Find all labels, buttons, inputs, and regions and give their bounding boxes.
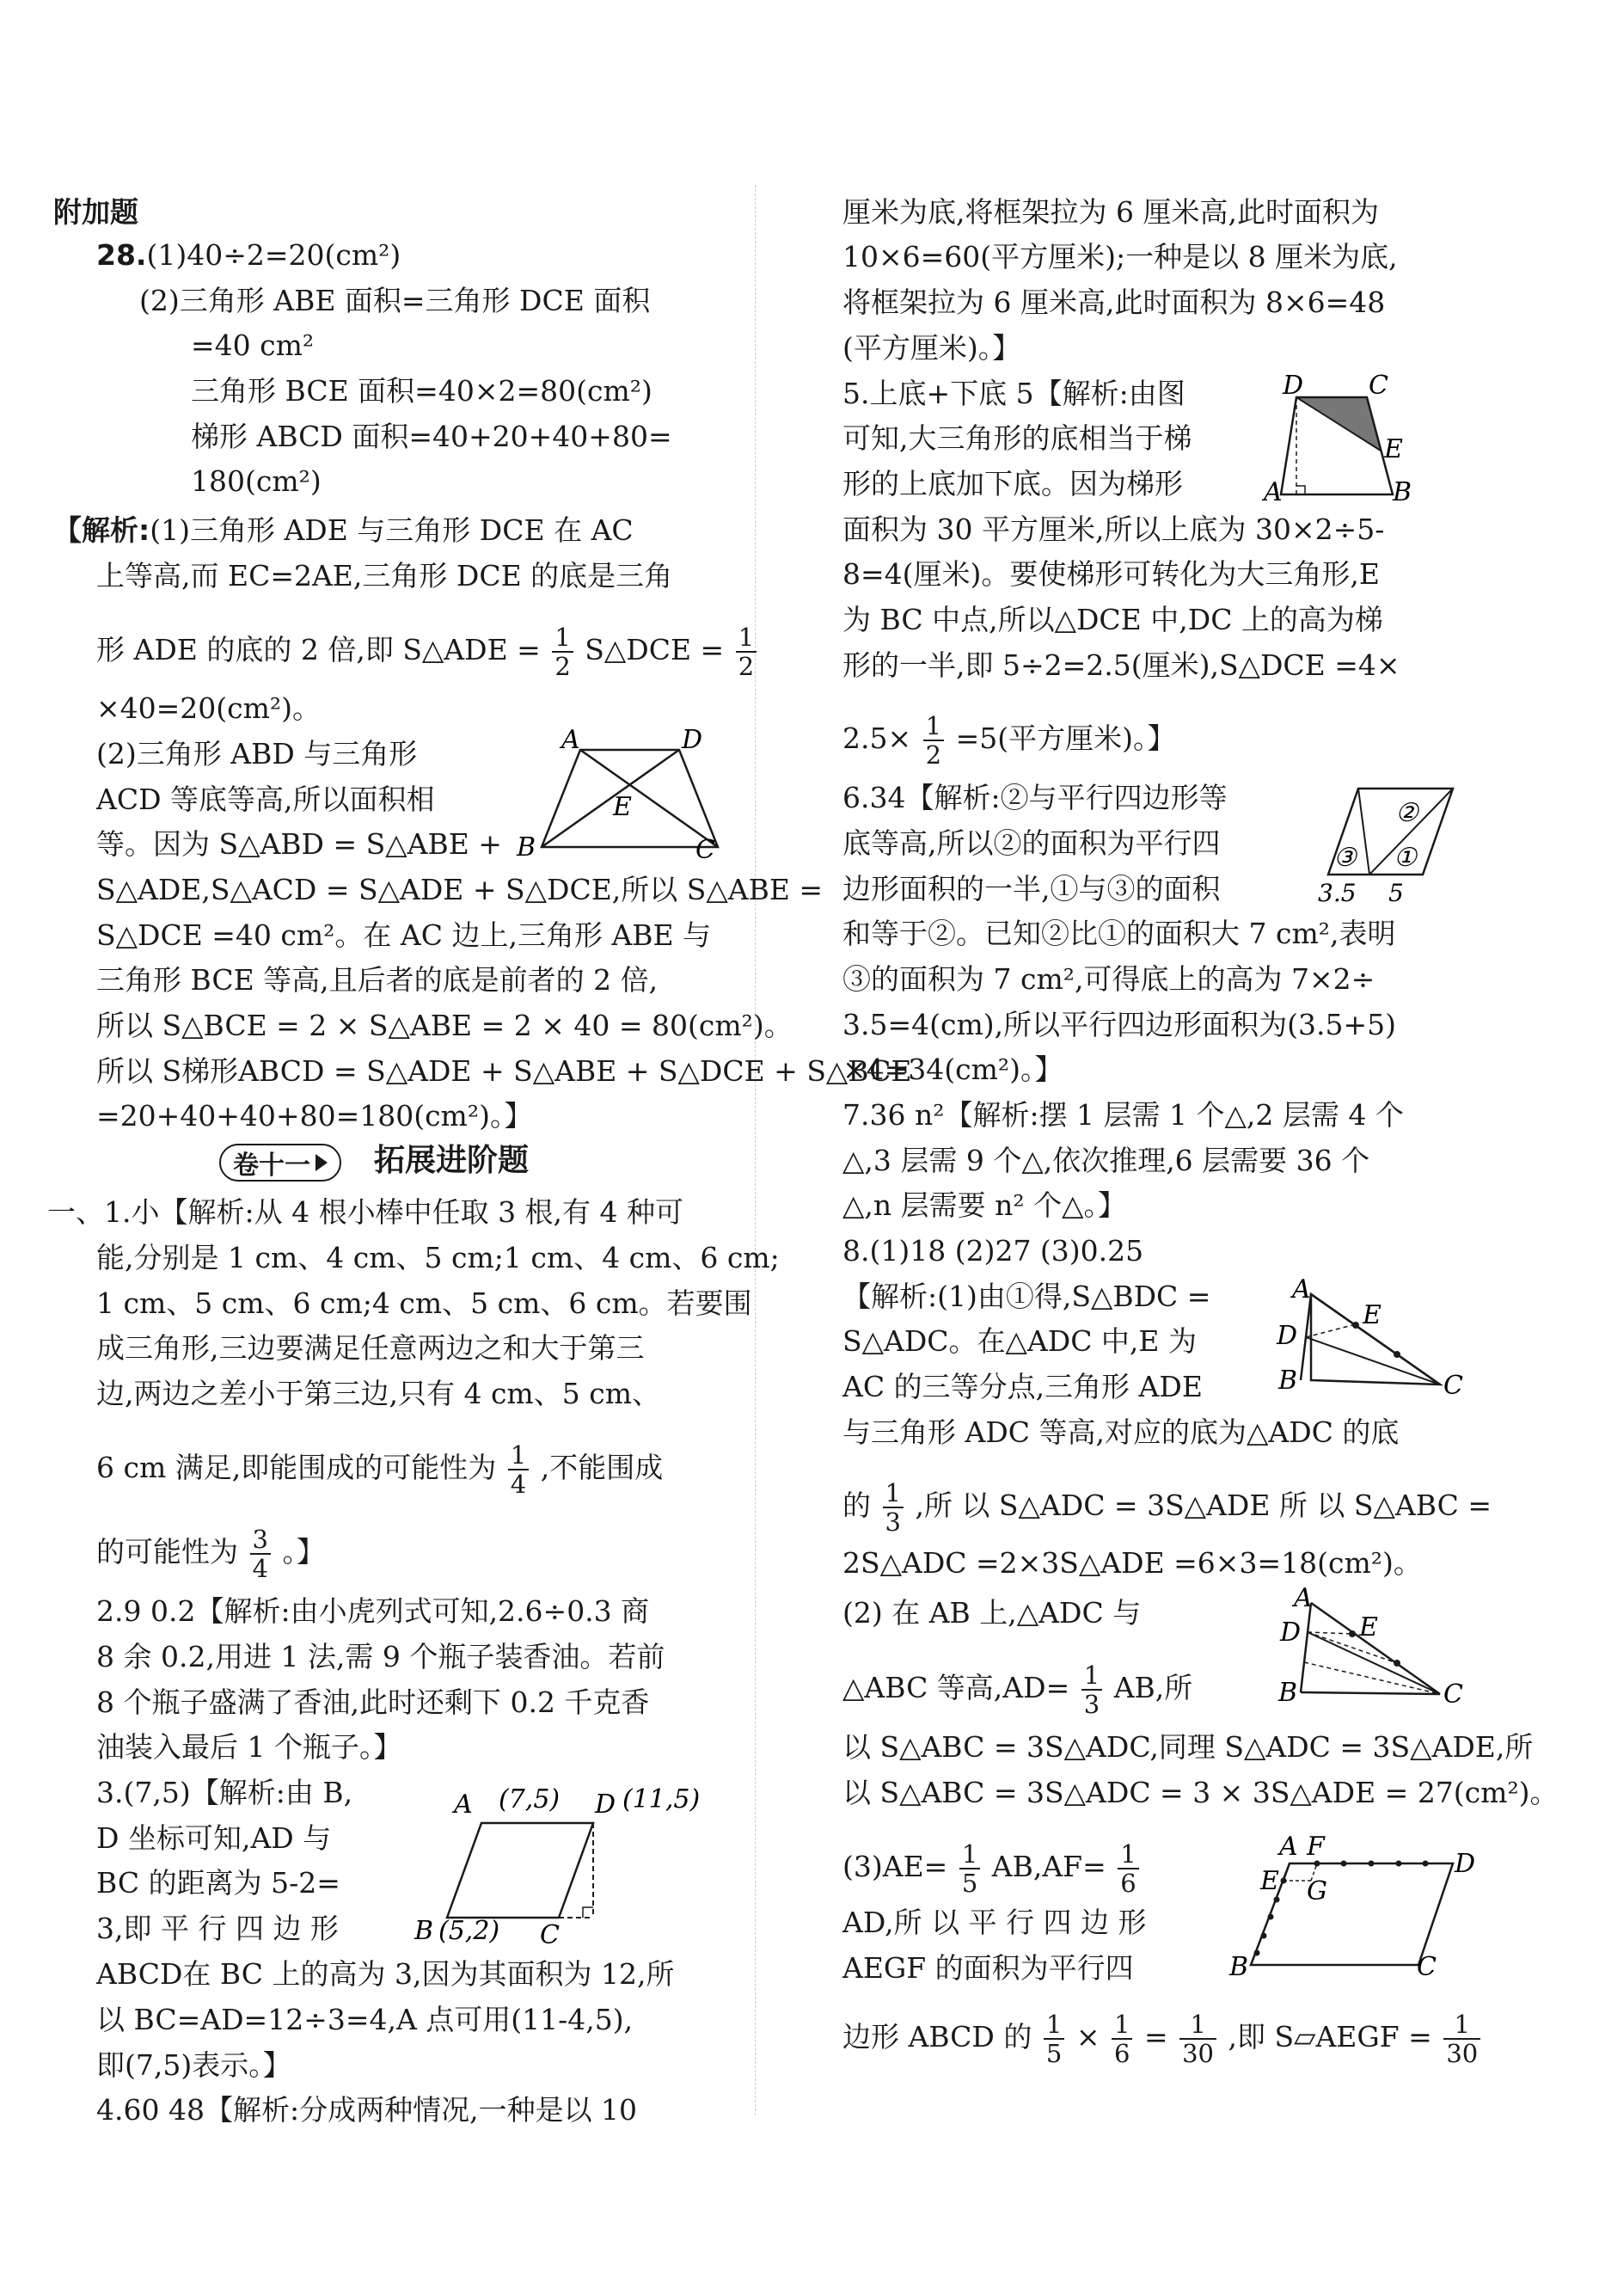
svg-text:B: B bbox=[1278, 1366, 1298, 1396]
q7-l2: △,3 层需 9 个△,依次推理,6 层需要 36 个 bbox=[842, 1144, 1370, 1177]
q28-b2: ACD 等底等高,所以面积相 bbox=[96, 783, 435, 816]
fraction: $\frac{1}{3}$ bbox=[883, 1479, 904, 1536]
q28-p2e: 180(cm²) bbox=[191, 464, 322, 498]
q28-b7: 所以 S△BCE = 2 × S△ABE = 2 × 40 = 80(cm²)。 bbox=[96, 1009, 793, 1042]
q6-l5: ③的面积为 7 cm²,可得底上的高为 7×2÷ bbox=[842, 962, 1375, 996]
vertex-label-a: A bbox=[561, 725, 580, 755]
fraction: $\frac{1}{30}$ bbox=[1443, 2011, 1480, 2067]
q5-l4: 面积为 30 平方厘米,所以上底为 30×2÷5- bbox=[842, 513, 1385, 546]
q2-l4: 油装入最后 1 个瓶子。】 bbox=[96, 1730, 402, 1764]
svg-text:A: A bbox=[1292, 1274, 1311, 1305]
q8-l1: 8.(1)18 (2)27 (3)0.25 bbox=[842, 1234, 1144, 1268]
q8-l12: (3)AE= $\frac{1}{5}$ AB,AF= $\frac{1}{6}$ bbox=[842, 1840, 1142, 1897]
q8-l7: 2S△ADC =2×3S△ADE =6×3=18(cm²)。 bbox=[842, 1546, 1422, 1580]
q3-l6: 以 BC=AD=12÷3=4,A 点可用(11-4,5), bbox=[96, 2003, 634, 2036]
q6-l4: 和等于②。已知②比①的面积大 7 cm²,表明 bbox=[842, 917, 1396, 950]
q2-l1: 2.9 0.2【解析:由小虎列式可知,2.6÷0.3 商 bbox=[96, 1594, 650, 1628]
svg-text:F: F bbox=[1307, 1832, 1325, 1862]
q4-cont-l4: (平方厘米)。】 bbox=[842, 331, 1021, 365]
q1-l4: 成三角形,三边要满足任意两边之和大于第三 bbox=[96, 1331, 645, 1365]
svg-text:(7,5): (7,5) bbox=[499, 1784, 561, 1814]
q1-l6: 6 cm 满足,即能围成的可能性为 $\frac{1}{4}$ ,不能围成 bbox=[96, 1440, 664, 1499]
fraction: $\frac{1}{5}$ bbox=[959, 1840, 980, 1897]
q5-l3: 形的上底加下底。因为梯形 bbox=[842, 467, 1183, 500]
parallelogram-aegf-figure bbox=[1204, 1827, 1476, 1982]
section-title: 附加题 bbox=[53, 195, 138, 229]
q28-b9: =20+40+40+80=180(cm²)。】 bbox=[96, 1099, 533, 1133]
q1-l5: 边,两边之差小于第三边,只有 4 cm、5 cm、 bbox=[96, 1377, 660, 1410]
svg-text:5: 5 bbox=[1388, 879, 1404, 907]
q8-l10: 以 S△ABC = 3S△ADC,同理 S△ADC = 3S△ADE,所 bbox=[842, 1730, 1534, 1764]
arrow-icon bbox=[316, 1154, 328, 1171]
svg-text:B: B bbox=[414, 1916, 434, 1946]
q4-cont-l1: 厘米为底,将框架拉为 6 厘米高,此时面积为 bbox=[842, 195, 1379, 229]
fraction: $\frac{3}{4}$ bbox=[250, 1526, 271, 1582]
q28-b5: S△DCE =40 cm²。在 AC 边上,三角形 ABE 与 bbox=[96, 918, 712, 952]
q8-l14: AEGF 的面积为平行四 bbox=[842, 1951, 1134, 1985]
q8-l5: 与三角形 ADC 等高,对应的底为△ADC 的底 bbox=[842, 1415, 1400, 1449]
q28-analysis-2: 上等高,而 EC=2AE,三角形 DCE 的底是三角 bbox=[96, 559, 673, 592]
vertex-label-c: C bbox=[695, 835, 715, 865]
q28-p2d: 梯形 ABCD 面积=40+20+40+80= bbox=[191, 420, 672, 453]
q28-analysis-1: 【解析:(1)三角形 ADE 与三角形 DCE 在 AC bbox=[53, 513, 634, 547]
q4-l1: 4.60 48【解析:分成两种情况,一种是以 10 bbox=[96, 2093, 638, 2127]
q4-cont-l3: 将框架拉为 6 厘米高,此时面积为 8×6=48 bbox=[842, 285, 1386, 319]
svg-text:A: A bbox=[1264, 477, 1283, 507]
q8-l4: AC 的三等分点,三角形 ADE bbox=[842, 1370, 1203, 1403]
q5-l5: 8=4(厘米)。要使梯形可转化为大三角形,E bbox=[842, 557, 1380, 591]
svg-text:D: D bbox=[595, 1790, 616, 1820]
q5-l6: 为 BC 中点,所以△DCE 中,DC 上的高为梯 bbox=[842, 603, 1383, 636]
fraction-half: $\frac{1}{2}$ bbox=[552, 623, 573, 680]
svg-text:D: D bbox=[1277, 1321, 1298, 1351]
svg-text:C: C bbox=[1443, 1371, 1463, 1401]
q8-l3: S△ADC。在△ADC 中,E 为 bbox=[842, 1324, 1198, 1358]
svg-text:(5,2): (5,2) bbox=[438, 1916, 500, 1946]
q8-l13: AD,所 以 平 行 四 边 形 bbox=[842, 1906, 1147, 1939]
q6-l1: 6.34【解析:②与平行四边形等 bbox=[842, 781, 1228, 814]
q28-p2a: (2)三角形 ABE 面积=三角形 DCE 面积 bbox=[139, 284, 651, 317]
fraction: $\frac{1}{2}$ bbox=[923, 712, 944, 769]
q28-b4: S△ADE,S△ACD = S△ADE + S△DCE,所以 S△ABE = bbox=[96, 873, 824, 906]
parallelogram-coordinate-figure bbox=[413, 1771, 731, 1952]
q8-l6: 的 $\frac{1}{3}$ ,所 以 S△ADC = 3S△ADE 所 以 S△ABC = bbox=[842, 1478, 1492, 1537]
svg-text:C: C bbox=[1369, 371, 1388, 401]
q1-l3: 1 cm、5 cm、6 cm;4 cm、5 cm、6 cm。若要围 bbox=[96, 1286, 752, 1320]
svg-text:②: ② bbox=[1395, 798, 1418, 828]
q2-l3: 8 个瓶子盛满了香油,此时还剩下 0.2 千克香 bbox=[96, 1685, 650, 1719]
triangle-abc-figure-1 bbox=[1277, 1274, 1463, 1402]
fraction-half: $\frac{1}{2}$ bbox=[736, 623, 757, 680]
svg-text:D: D bbox=[1283, 371, 1304, 401]
trapezoid-shaded-figure bbox=[1264, 371, 1449, 509]
q3-l5: ABCD在 BC 上的高为 3,因为其面积为 12,所 bbox=[96, 1957, 675, 1991]
q28-b3: 等。因为 S△ABD = S△ABE + bbox=[96, 827, 502, 861]
vertex-label-e: E bbox=[613, 792, 632, 822]
svg-text:G: G bbox=[1307, 1876, 1327, 1906]
q28-b6: 三角形 BCE 等高,且后者的底是前者的 2 倍, bbox=[96, 963, 659, 997]
q4-cont-l2: 10×6=60(平方厘米);一种是以 8 厘米为底, bbox=[842, 240, 1398, 273]
q6-l7: ×4=34(cm²)。】 bbox=[842, 1053, 1063, 1086]
fraction: $\frac{1}{30}$ bbox=[1179, 2011, 1216, 2067]
svg-text:B: B bbox=[1393, 477, 1412, 507]
fraction: $\frac{1}{4}$ bbox=[508, 1441, 529, 1498]
svg-text:C: C bbox=[540, 1920, 560, 1950]
vertex-label-b: B bbox=[517, 832, 536, 863]
fraction: $\frac{1}{6}$ bbox=[1118, 1840, 1138, 1897]
volume-badge: 卷十一 bbox=[219, 1144, 341, 1182]
svg-text:D: D bbox=[1455, 1849, 1476, 1879]
q6-l2: 底等高,所以②的面积为平行四 bbox=[842, 826, 1221, 860]
q1-l1: 一、1.小【解析:从 4 根小棒中任取 3 根,有 4 种可 bbox=[47, 1195, 684, 1229]
q28-p2c: 三角形 BCE 面积=40×2=80(cm²) bbox=[191, 374, 652, 408]
q28-part1: 28.(1)40÷2=20(cm²) bbox=[96, 238, 401, 272]
q5-l8: 2.5× $\frac{1}{2}$ =5(平方厘米)。】 bbox=[842, 711, 1176, 770]
q7-l1: 7.36 n²【解析:摆 1 层需 1 个△,2 层需 4 个 bbox=[842, 1098, 1404, 1132]
q3-l4: 3,即 平 行 四 边 形 bbox=[96, 1912, 339, 1945]
q6-l3: 边形面积的一半,①与③的面积 bbox=[842, 872, 1221, 906]
svg-text:A: A bbox=[1279, 1832, 1298, 1862]
svg-text:③: ③ bbox=[1333, 843, 1357, 873]
q8-l9: △ABC 等高,AD= $\frac{1}{3}$ AB,所 bbox=[842, 1661, 1193, 1719]
q2-l2: 8 余 0.2,用进 1 法,需 9 个瓶子装香油。若前 bbox=[96, 1640, 665, 1673]
parallelogram-regions-figure bbox=[1311, 778, 1470, 907]
q5-l1: 5.上底+下底 5【解析:由图 bbox=[842, 377, 1185, 410]
q7-l3: △,n 层需要 n² 个△。】 bbox=[842, 1188, 1126, 1222]
triangle-abc-figure-2 bbox=[1277, 1583, 1463, 1711]
q28-analysis-3: 形 ADE 的底的 2 倍,即 S△ADE = $\frac{1}{2}$ S△DCE = $\frac{1}{2}$ bbox=[96, 623, 759, 680]
svg-text:E: E bbox=[1260, 1866, 1279, 1896]
section2-title: 拓展进阶题 bbox=[374, 1143, 530, 1178]
q28-b1: (2)三角形 ABD 与三角形 bbox=[96, 737, 418, 770]
svg-text:A: A bbox=[1294, 1583, 1313, 1613]
q28-p2b: =40 cm² bbox=[191, 328, 315, 362]
q3-l3: BC 的距离为 5-2= bbox=[96, 1866, 340, 1900]
svg-text:①: ① bbox=[1394, 843, 1417, 873]
svg-text:A: A bbox=[454, 1790, 473, 1820]
svg-text:C: C bbox=[1417, 1952, 1437, 1982]
fraction: $\frac{1}{3}$ bbox=[1081, 1661, 1102, 1718]
q5-l2: 可知,大三角形的底相当于梯 bbox=[842, 421, 1192, 455]
svg-text:C: C bbox=[1443, 1679, 1463, 1710]
column-divider bbox=[755, 185, 756, 2115]
q5-l7: 形的一半,即 5÷2=2.5(厘米),S△DCE =4× bbox=[842, 648, 1400, 682]
svg-text:E: E bbox=[1384, 434, 1403, 464]
svg-text:E: E bbox=[1363, 1300, 1382, 1330]
q1-l7: 的可能性为 $\frac{3}{4}$ 。】 bbox=[96, 1525, 325, 1583]
q28-analysis-4: ×40=20(cm²)。 bbox=[96, 691, 322, 725]
q28-b8: 所以 S梯形ABCD = S△ADE + S△ABE + S△DCE + S△BCE bbox=[96, 1054, 912, 1088]
svg-text:(11,5): (11,5) bbox=[622, 1784, 701, 1814]
svg-text:D: D bbox=[1280, 1618, 1302, 1648]
q3-l2: D 坐标可知,AD 与 bbox=[96, 1821, 332, 1855]
q3-l7: 即(7,5)表示。】 bbox=[96, 2048, 291, 2082]
svg-text:E: E bbox=[1359, 1612, 1378, 1642]
q1-l2: 能,分别是 1 cm、4 cm、5 cm;1 cm、4 cm、6 cm; bbox=[96, 1241, 780, 1274]
svg-text:B: B bbox=[1278, 1678, 1298, 1708]
q3-l1: 3.(7,5)【解析:由 B, bbox=[96, 1776, 353, 1809]
svg-text:B: B bbox=[1229, 1952, 1249, 1982]
trapezoid-abcd-figure bbox=[512, 725, 731, 865]
q8-l2: 【解析:(1)由①得,S△BDC = bbox=[842, 1280, 1211, 1313]
q6-l6: 3.5=4(cm),所以平行四边形面积为(3.5+5) bbox=[842, 1008, 1397, 1041]
q8-l15: 边形 ABCD 的 $\frac{1}{5}$ × $\frac{1}{6}$ = $\frac{1}{30}$ ,即 S▱AEGF = $\frac{1}{30}$ bbox=[842, 2011, 1483, 2067]
q8-l8: (2) 在 AB 上,△ADC 与 bbox=[842, 1596, 1142, 1630]
fraction: $\frac{1}{6}$ bbox=[1112, 2011, 1132, 2067]
q8-l11: 以 S△ABC = 3S△ADC = 3 × 3S△ADE = 27(cm²)。 bbox=[842, 1776, 1559, 1809]
vertex-label-d: D bbox=[682, 725, 703, 755]
fraction: $\frac{1}{5}$ bbox=[1044, 2011, 1064, 2067]
svg-text:3.5: 3.5 bbox=[1318, 879, 1357, 907]
